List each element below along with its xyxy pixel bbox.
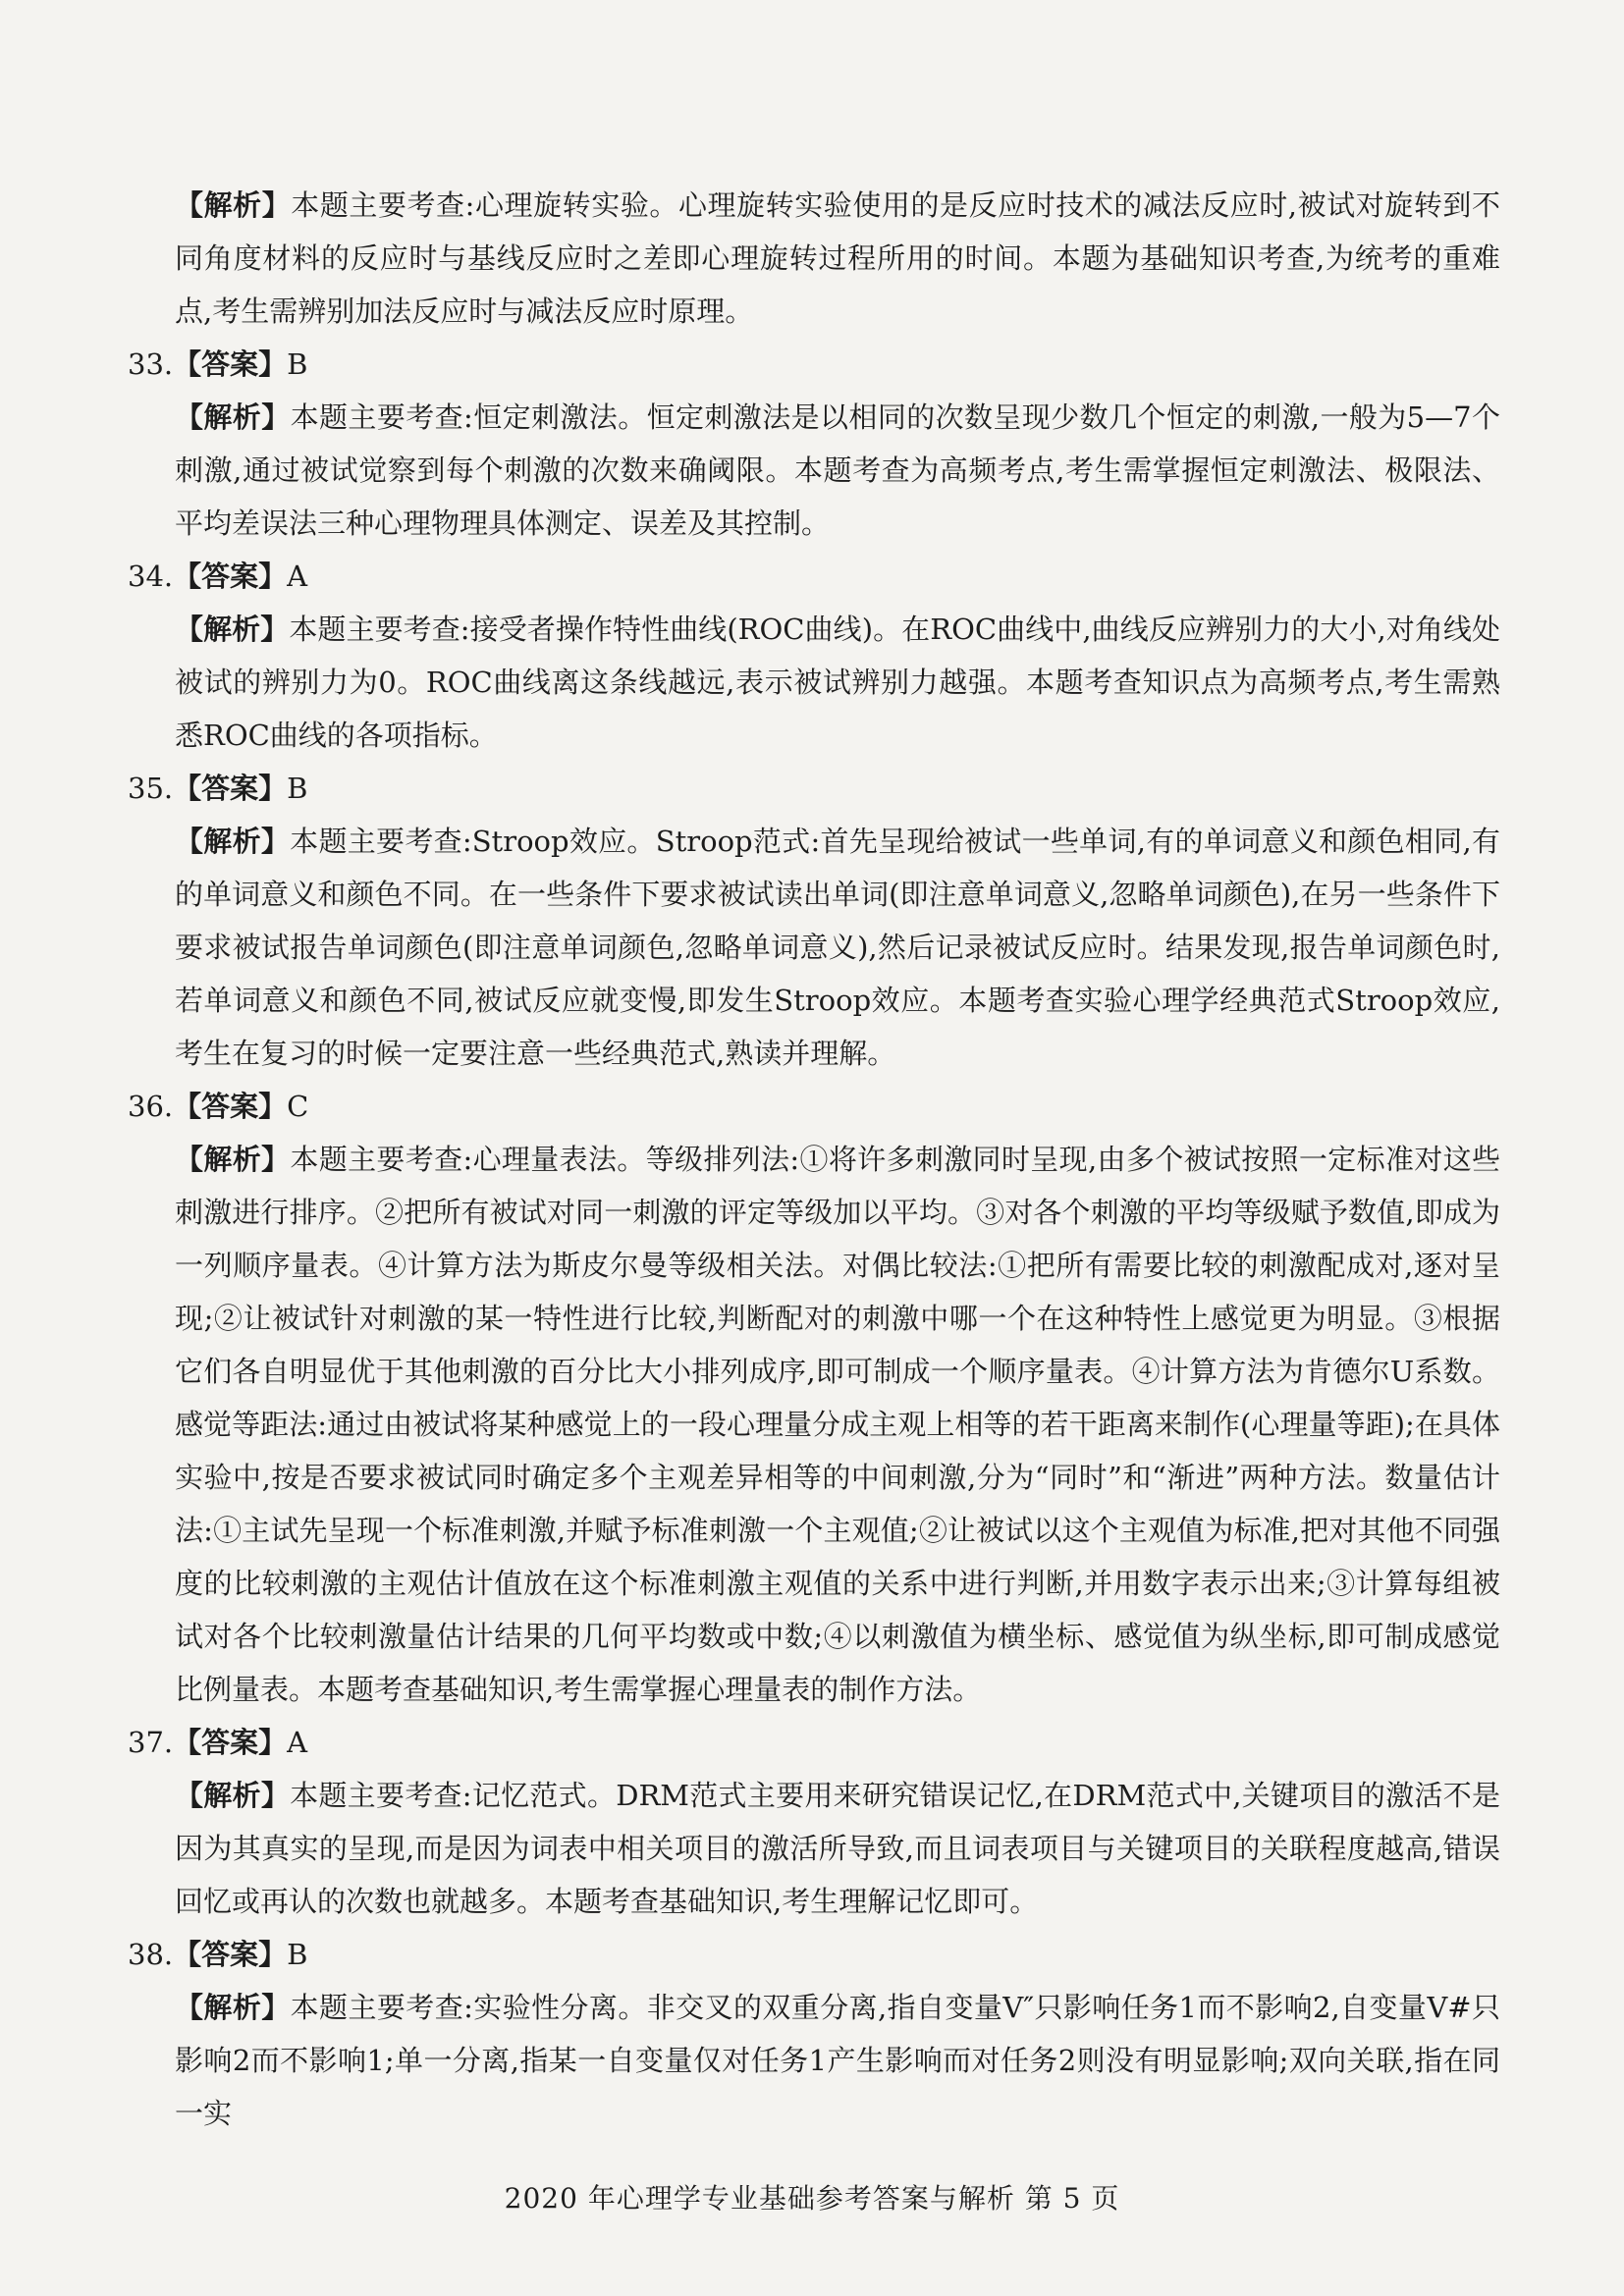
answer-value: B <box>287 347 308 381</box>
analysis-text: 本题主要考查:Stroop效应。Stroop范式:首先呈现给被试一些单词,有的单词意义和颜色相同,有的单词意义和颜色不同。在一些条件下要求被试读出单词(即注意单词意义,忽略单词颜色),在另一些条件下要求被试报告单词颜色(即注意单词颜色,忽略单词意义),然后记录被试反应时。结果发现,报告单词颜色时,若单词意义和颜色不同,被试反应就变慢,即发生Stroop效应。本题考查实验心理学经典范式Stroop效应,考生在复习的时候一定要注意一些经典范式,熟读并理解。 <box>175 825 1500 1070</box>
analysis-label: 【解析】 <box>175 400 291 434</box>
analysis-block <box>175 815 1500 1080</box>
answer-label: 【答案】 <box>173 560 288 593</box>
analysis-label: 【解析】 <box>175 1991 291 2024</box>
analysis-label: 【解析】 <box>175 613 290 646</box>
analysis-block <box>175 391 1500 550</box>
answer-line <box>128 1716 1500 1769</box>
analysis-text: 本题主要考查:接受者操作特性曲线(ROC曲线)。在ROC曲线中,曲线反应辨别力的大小,对角线处被试的辨别力为0。ROC曲线离这条线越远,表示被试辨别力越强。本题考查知识点为高频考点,考生需熟悉ROC曲线的各项指标。 <box>175 613 1500 752</box>
question-number: 36. <box>128 1090 174 1123</box>
answer-line <box>128 762 1500 815</box>
answer-label: 【答案】 <box>173 347 288 381</box>
analysis-label: 【解析】 <box>175 1779 291 1812</box>
analysis-block <box>175 603 1500 762</box>
question-number: 34. <box>128 560 174 593</box>
answer-line <box>128 338 1500 391</box>
answer-label: 【答案】 <box>173 1726 288 1759</box>
answer-label: 【答案】 <box>173 1938 288 1971</box>
question-number: 33. <box>128 347 174 381</box>
analysis-block <box>175 1981 1500 2140</box>
analysis-label: 【解析】 <box>175 1143 291 1176</box>
answer-value: A <box>287 1726 308 1759</box>
analysis-text: 本题主要考查:记忆范式。DRM范式主要用来研究错误记忆,在DRM范式中,关键项目的激活不是因为其真实的呈现,而是因为词表中相关项目的激活所导致,而且词表项目与关键项目的关联程度越高,错误回忆或再认的次数也就越多。本题考查基础知识,考生理解记忆即可。 <box>175 1779 1500 1918</box>
question-number: 35. <box>128 772 174 805</box>
question-number: 38. <box>128 1938 174 1971</box>
answer-page <box>128 179 1500 2140</box>
analysis-label: 【解析】 <box>175 825 291 858</box>
answer-value: A <box>287 560 308 593</box>
answer-line <box>128 1928 1500 1981</box>
analysis-block <box>175 1133 1500 1716</box>
question-number: 37. <box>128 1726 174 1759</box>
analysis-text: 本题主要考查:恒定刺激法。恒定刺激法是以相同的次数呈现少数几个恒定的刺激,一般为5—7个刺激,通过被试觉察到每个刺激的次数来确阈限。本题考查为高频考点,考生需掌握恒定刺激法、极限法、平均差误法三种心理物理具体测定、误差及其控制。 <box>175 400 1500 540</box>
page-footer: 2020 年心理学专业基础参考答案与解析 第 5 页 <box>504 2182 1120 2215</box>
analysis-text: 本题主要考查:心理量表法。等级排列法:①将许多刺激同时呈现,由多个被试按照一定标准对这些刺激进行排序。②把所有被试对同一刺激的评定等级加以平均。③对各个刺激的平均等级赋予数值,即成为一列顺序量表。④计算方法为斯皮尔曼等级相关法。对偶比较法:①把所有需要比较的刺激配成对,逐对呈现;②让被试针对刺激的某一特性进行比较,判断配对的刺激中哪一个在这种特性上感觉更为明显。③根据它们各自明显优于其他刺激的百分比大小排列成序,即可制成一个顺序量表。④计算方法为肯德尔U系数。感觉等距法:通过由被试将某种感觉上的一段心理量分成主观上相等的若干距离来制作(心理量等距);在具体实验中,按是否要求被试同时确定多个主观差异相等的中间刺激,分为“同时”和“渐进”两种方法。数量估计法:①主试先呈现一个标准刺激,并赋予标准刺激一个主观值;②让被试以这个主观值为标准,把对其他不同强度的比较刺激的主观估计值放在这个标准刺激主观值的关系中进行判断,并用数字表示出来;③计算每组被试对各个比较刺激量估计结果的几何平均数或中数;④以刺激值为横坐标、感觉值为纵坐标,即可制成感觉比例量表。本题考查基础知识,考生需掌握心理量表的制作方法。 <box>175 1143 1500 1706</box>
answer-line <box>128 1080 1500 1133</box>
analysis-text: 本题主要考查:实验性分离。非交叉的双重分离,指自变量V″只影响任务1而不影响2,自变量V#只影响2而不影响1;单一分离,指某一自变量仅对任务1产生影响而对任务2则没有明显影响;双向关联,指在同一实 <box>175 1991 1500 2130</box>
answer-value: C <box>287 1090 309 1123</box>
answer-value: B <box>287 1938 308 1971</box>
analysis-block <box>175 1769 1500 1928</box>
answer-label: 【答案】 <box>173 772 288 805</box>
answer-label: 【答案】 <box>173 1090 288 1123</box>
answer-value: B <box>287 772 308 805</box>
analysis-block <box>175 179 1500 338</box>
answer-line <box>128 550 1500 603</box>
analysis-label: 【解析】 <box>175 188 292 222</box>
analysis-text: 本题主要考查:心理旋转实验。心理旋转实验使用的是反应时技术的减法反应时,被试对旋转到不同角度材料的反应时与基线反应时之差即心理旋转过程所用的时间。本题为基础知识考查,为统考的重难点,考生需辨别加法反应时与减法反应时原理。 <box>175 188 1500 328</box>
